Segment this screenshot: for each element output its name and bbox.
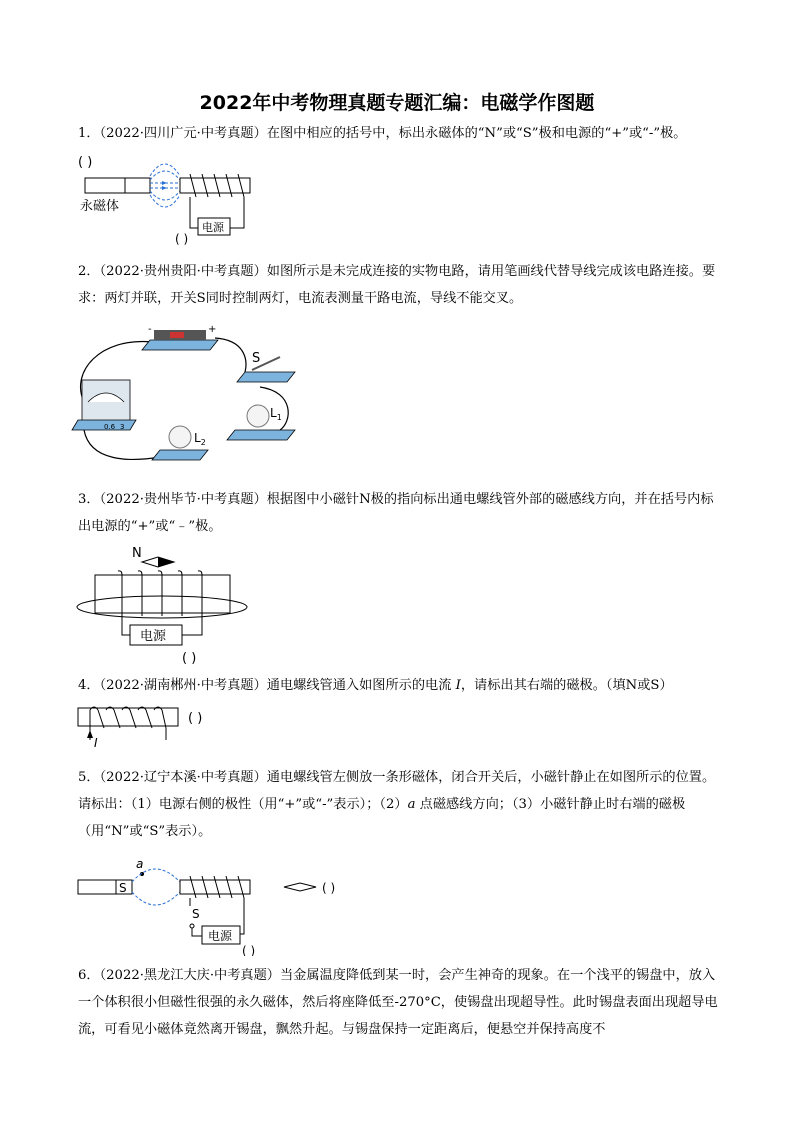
wire xyxy=(182,616,202,635)
wire xyxy=(192,928,202,936)
bracket: ( ) xyxy=(182,651,197,666)
bracket: ( ) xyxy=(188,711,203,726)
figure-2 xyxy=(70,322,310,476)
ammeter-scale-2: 3 xyxy=(120,423,125,431)
field-lines xyxy=(150,164,180,207)
switch-icon xyxy=(190,924,194,928)
lamp2-label xyxy=(194,431,206,447)
question-text-a: （2022·湖南郴州·中考真题）通电螺线管通入如图所示的电流 xyxy=(99,678,456,693)
source-label: 电源 xyxy=(202,221,224,234)
figure-2-svg xyxy=(70,322,310,472)
lamp1-subscript: 1 xyxy=(276,413,282,422)
question-text: （2022·贵州贵阳·中考真题）如图所示是未完成连接的实物电路，请用笔画线代替导线完成该电路连接。要求：两灯并联，开关S同时控制两灯，电流表测量干路电流，导线不能交叉。 xyxy=(78,264,716,306)
switch-base xyxy=(237,372,295,382)
figure-1-svg xyxy=(70,150,270,245)
question-text-b: ，请标出其右端的磁极。（填N或S） xyxy=(460,678,673,693)
current-symbol: I xyxy=(455,678,461,693)
question-text-b: 点磁感线方向；（3）小磁针静止时右端的磁极（用“N”或“S”表示）。 xyxy=(78,797,686,839)
magnet-label: 永磁体 xyxy=(80,199,120,214)
coil-windings xyxy=(90,707,166,740)
lamp1-base xyxy=(227,430,295,440)
question-6 xyxy=(78,962,718,1043)
question-number: 5． xyxy=(78,770,100,785)
lamp2-base xyxy=(152,450,208,460)
figure-5 xyxy=(70,856,360,960)
bracket-bottom: ( ) xyxy=(242,944,256,956)
coil-windings xyxy=(190,876,244,934)
question-text: （2022·黑龙江大庆·中考真题）当金属温度降低到某一时，会产生神奇的现象。在一个浅平的锡盘中，放入一个体积很小但磁性很强的永久磁体，然后将座降低至-270°C，使锡盘出现超导性。此时锡盘表面出现超导电流，可看见小磁体竟然离开锡盘，飘然升起。与锡盘保持一定距离后，便悬空并保持高度不 xyxy=(78,968,718,1037)
battery-plus: + xyxy=(208,324,217,335)
switch-label: S xyxy=(252,351,261,366)
current-label: I xyxy=(94,736,98,750)
magnet-pole-label: S xyxy=(119,881,127,895)
lamp1-letter: L xyxy=(270,406,277,420)
switch-label: S xyxy=(192,907,200,921)
lamp2-icon xyxy=(169,426,191,448)
arrow-icon xyxy=(87,730,93,738)
battery-minus: - xyxy=(148,324,152,335)
page-title: 2022年中考物理真题专题汇编：电磁学作图题 xyxy=(199,92,595,114)
figure-5-svg xyxy=(70,856,360,956)
question-2 xyxy=(78,258,718,312)
arrow-icon xyxy=(162,181,167,190)
question-number: 4． xyxy=(78,678,100,693)
question-number: 2． xyxy=(78,264,100,279)
question-text: （2022·四川广元·中考真题）在图中相应的括号中，标出永磁体的“N”或“S”极和电源的“+”或“-”极。 xyxy=(99,126,687,141)
source-label: 电源 xyxy=(140,629,167,644)
bracket-top: ( ) xyxy=(78,155,93,170)
question-1 xyxy=(78,120,718,147)
question-number: 6． xyxy=(78,968,100,983)
compass-needle-icon xyxy=(284,883,316,891)
figure-4-svg xyxy=(70,700,270,750)
question-3 xyxy=(78,486,718,540)
question-number: 1． xyxy=(78,126,100,141)
solenoid-core xyxy=(78,708,178,726)
question-4 xyxy=(78,672,718,699)
field-lines xyxy=(132,869,180,905)
battery-base xyxy=(142,340,218,350)
lamp1-label xyxy=(270,406,282,422)
battery-band xyxy=(170,332,184,338)
bracket-right: ( ) xyxy=(322,881,336,895)
needle-north-half xyxy=(158,557,174,567)
point-label: a xyxy=(136,857,144,871)
figure-1 xyxy=(70,150,270,249)
bar-magnet-left xyxy=(78,880,116,894)
magnet-right xyxy=(125,178,150,193)
question-text-a: （2022·辽宁本溪·中考真题）通电螺线管左侧放一条形磁体，闭合开关后，小磁针静止在如图所示的位置。请标出：（1）电源右侧的极性（用“+”或“-”表示）；（2） xyxy=(78,770,716,812)
coil-windings xyxy=(118,571,202,616)
needle-label: N xyxy=(132,546,142,561)
magnet-left xyxy=(85,178,125,193)
wire xyxy=(215,338,246,372)
question-5 xyxy=(78,764,718,845)
lamp2-subscript: 2 xyxy=(200,438,206,447)
wire xyxy=(84,430,160,459)
lamp2-letter: L xyxy=(194,431,201,445)
question-text: （2022·贵州毕节·中考真题）根据图中小磁针N极的指向标出通电螺线管外部的磁感线方向，并在括号内标出电源的“+”或“﹣”极。 xyxy=(78,492,714,534)
figure-3-svg xyxy=(70,540,270,670)
figure-4 xyxy=(70,700,270,754)
question-number: 3． xyxy=(78,492,100,507)
figure-3 xyxy=(70,540,270,674)
bracket-bottom: ( ) xyxy=(175,232,189,245)
source-label: 电源 xyxy=(208,929,233,943)
point-symbol: a xyxy=(407,797,416,812)
ammeter-scale-1: 0.6 xyxy=(104,423,116,431)
lamp1-icon xyxy=(247,405,269,427)
wire xyxy=(122,616,130,635)
